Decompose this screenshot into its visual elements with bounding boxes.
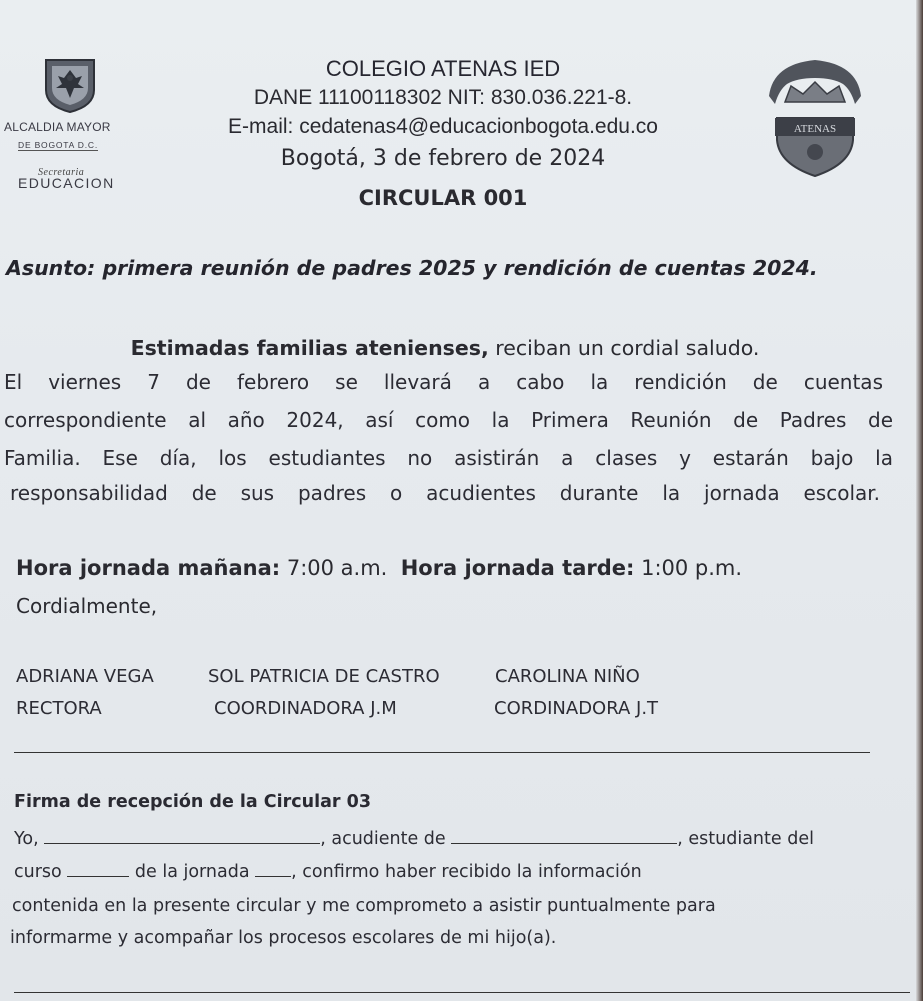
body-line-1: El viernes 7 de febrero se llevará a cabo la rendición de cuentas — [4, 370, 883, 394]
circular-number: CIRCULAR 001 — [358, 186, 528, 210]
course-field[interactable] — [67, 860, 129, 877]
receipt-jornada: de la jornada — [134, 862, 250, 882]
student-name-field[interactable] — [451, 827, 677, 844]
city-date: Bogotá, 3 de febrero de 2024 — [280, 146, 606, 171]
signature-3-role: CORDINADORA J.T — [494, 698, 659, 719]
body-line-2: correspondiente al año 2024, así como la Primera Reunión de Padres de — [4, 408, 893, 432]
signature-1-name: ADRIANA VEGA — [16, 666, 154, 687]
alcaldia-line1: ALCALDIA MAYOR — [4, 120, 111, 134]
receipt-curso: curso — [14, 862, 62, 882]
separator-line — [14, 752, 870, 753]
school-name: COLEGIO ATENAS IED — [325, 56, 561, 81]
greeting-bold: Estimadas familias atenienses, — [130, 336, 489, 360]
bottom-line — [14, 992, 910, 993]
receipt-estudiante: , estudiante del — [677, 829, 814, 849]
signature-3-name: CAROLINA NIÑO — [495, 666, 640, 687]
receipt-title: Firma de recepción de la Circular 03 — [14, 792, 371, 812]
signature-1-role: RECTORA — [16, 698, 102, 719]
signature-2-role: COORDINADORA J.M — [214, 698, 397, 719]
greeting-rest: reciban un cordial saludo. — [488, 336, 760, 360]
receipt-yo: Yo, — [14, 829, 39, 849]
body-line-4: responsabilidad de sus padres o acudientes durante la jornada escolar. — [10, 481, 880, 505]
receipt-line-1 — [14, 827, 814, 849]
closing-line: Cordialmente, — [16, 594, 158, 618]
secretaria-line: Secretaria — [38, 167, 85, 178]
receipt-acudiente: , acudiente de — [320, 829, 446, 849]
guardian-name-field[interactable] — [44, 827, 320, 844]
receipt-line-3: contenida en la presente circular y me comprometo a asistir puntualmente para — [12, 896, 716, 916]
afternoon-label: Hora jornada tarde: — [400, 556, 635, 580]
receipt-line-2 — [14, 860, 642, 882]
dane-nit: DANE 11100118302 NIT: 830.036.221-8. — [253, 86, 633, 109]
shield-text: ATENAS — [793, 123, 837, 135]
body-line-3: Familia. Ese día, los estudiantes no asistirán a clases y estarán bajo la — [4, 446, 893, 470]
greeting — [0, 336, 890, 360]
educacion-line: EDUCACION — [18, 175, 115, 191]
schedule-line — [16, 556, 742, 580]
shift-field[interactable] — [255, 860, 291, 877]
afternoon-time: 1:00 p.m. — [634, 556, 743, 580]
signature-2-name: SOL PATRICIA DE CASTRO — [208, 666, 440, 687]
table-edge — [916, 0, 923, 1001]
receipt-confirmo: , confirmo haber recibido la información — [291, 862, 642, 882]
alcaldia-line2: DE BOGOTA D.C. — [18, 140, 98, 150]
receipt-line-4: informarme y acompañar los procesos escolares de mi hijo(a). — [10, 928, 557, 948]
morning-time: 7:00 a.m. — [280, 556, 388, 580]
morning-label: Hora jornada mañana: — [16, 556, 281, 580]
email-line: E-mail: cedatenas4@educacionbogota.edu.co — [228, 115, 658, 138]
subject-line: Asunto: primera reunión de padres 2025 y rendición de cuentas 2024. — [6, 256, 818, 280]
